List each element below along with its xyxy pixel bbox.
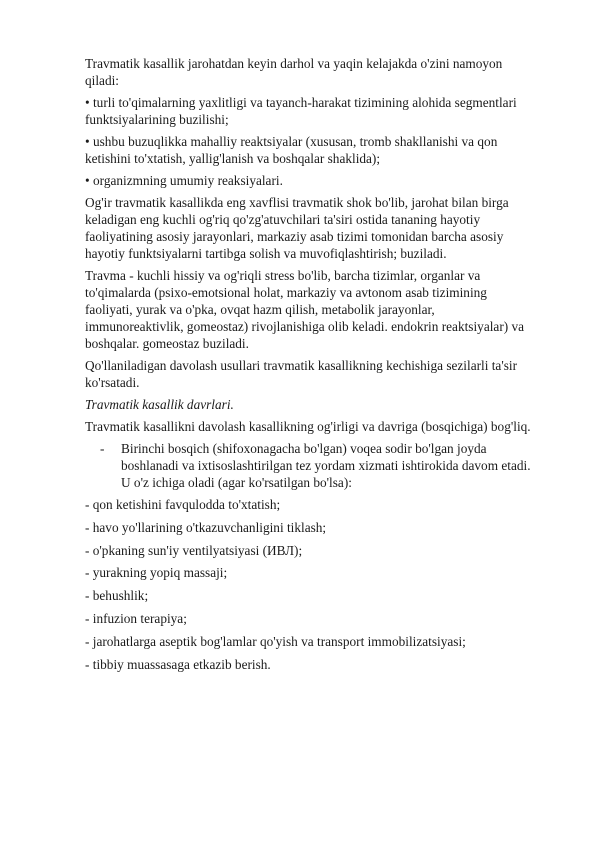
list-item: - qon ketishini favqulodda to'xtatish; xyxy=(85,497,281,512)
list-item: - behushlik; xyxy=(85,588,149,604)
paragraph-stress: Travma - kuchli hissiy va og'riqli stress bo'lib, barcha tizimlar, organlar va to'qimalarda (psixo-emotsional holat, markaziy va avtonom asab tizimining faoliyati, yurak va o'pka, ovqat hazm qilish, metabolik jarayonlar, immunoreaktivlik, gomeostaz) rivojlanishiga olib keladi. endokrin reaktsiyalar) va boshqalar. gomeostaz buziladi. xyxy=(85,268,525,351)
paragraph-periods-intro: Travmatik kasallikni davolash kasallikning og'irligi va davriga (bosqichiga) bog'liq. xyxy=(85,419,531,434)
list-item: - havo yo'llarining o'tkazuvchanligini tiklash; xyxy=(85,519,327,535)
list-item: - infuzion terapiya; xyxy=(85,610,187,626)
paragraph-intro: Travmatik kasallik jarohatdan keyin darhol va yaqin kelajakda o'zini namoyon qiladi: xyxy=(85,56,503,88)
bullet-item: • turli to'qimalarning yaxlitligi va tayanch-harakat tizimining alohida segmentlari funktsiyalarining buzilishi; xyxy=(85,95,517,127)
list-item: - tibbiy muassasaga etkazib berish. xyxy=(85,656,271,672)
paragraph-shock: Og'ir travmatik kasallikda eng xavflisi travmatik shok bo'lib, jarohat bilan birga keladigan eng kuchli og'riq qo'zg'atuvchilari ta'siri ostida tananing hayotiy faoliyatining asosiy jarayonlari, markaziy asab tizimi tomonidan barcha asosiy hayotiy funktsiyalarni tartibga solish va muvofiqlashtirish; buziladi. xyxy=(85,195,509,261)
bullet-item: • organizmning umumiy reaksiyalari. xyxy=(85,173,283,188)
section-heading: Travmatik kasallik davrlari. xyxy=(85,397,234,412)
first-stage-item xyxy=(85,440,531,491)
measures-list xyxy=(85,496,531,673)
first-stage-text: Birinchi bosqich (shifoxonagacha bo'lgan) voqea sodir bo'lgan joyda boshlanadi va ixtisoslashtirilgan tez yordam xizmati ishtirokida davom etadi. U o'z ichiga oladi (agar ko'rsatilgan bo'lsa): xyxy=(121,441,531,490)
bullet-item: • ushbu buzuqlikka mahalliy reaktsiyalar (xususan, tromb shakllanishi va qon ketishini to'xtatish, yallig'lanish va boshqalar shaklida); xyxy=(85,134,498,166)
dash-marker: - xyxy=(100,441,105,456)
list-item: - o'pkaning sun'iy ventilyatsiyasi (ИВЛ); xyxy=(85,542,303,558)
paragraph-treatment: Qo'llaniladigan davolash usullari travmatik kasallikning kechishiga sezilarli ta'sir ko'rsatadi. xyxy=(85,358,518,390)
list-item: - jarohatlarga aseptik bog'lamlar qo'yish va transport immobilizatsiyasi; xyxy=(85,633,466,649)
list-item: - yurakning yopiq massaji; xyxy=(85,565,228,581)
document-body xyxy=(85,55,531,678)
